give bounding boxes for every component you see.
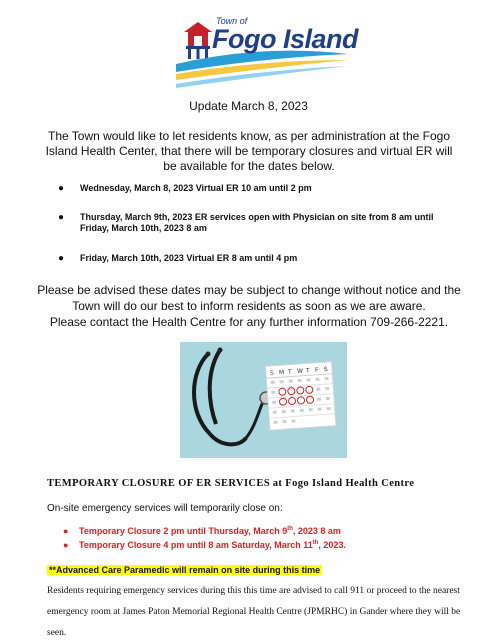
calendar-header-s2: S	[323, 365, 328, 374]
calendar-icon	[266, 362, 336, 430]
date-item: Wednesday, March 8, 2023 Virtual ER 10 am until 2 pm	[80, 183, 312, 193]
advisory-text: Please be advised these dates may be subject to change without notice and the Town will do our best to inform residents as soon as we are aware.	[37, 283, 461, 313]
notice-paragraph	[30, 282, 468, 330]
closure-item: Temporary Closure 2 pm until Thursday, March 9th, 2023 8 am	[79, 526, 341, 536]
emergency-number: 911	[350, 586, 365, 596]
calendar-header-f: F	[314, 366, 319, 374]
stethoscope-icon	[194, 348, 275, 445]
closure-heading-title: TEMPORARY CLOSURE OF ER SERVICES	[47, 478, 271, 489]
date-item: Friday, March 10th, 2023 Virtual ER 8 am until 4 pm	[80, 253, 298, 263]
contact-text: Please contact the Health Centre for any further information 709-266-2221.	[49, 315, 449, 329]
bullet-icon: ●	[58, 212, 65, 223]
bullet-icon: ●	[58, 253, 65, 264]
emergency-instructions: Residents requiring emergency services during this this time are advised to call 911 or proceed to the nearest emergency room at James Paton Memorial Regional Health Centre (JPMRHC) in Gander where they will be seen.	[47, 586, 461, 638]
bullet-icon: ●	[63, 526, 69, 536]
intro-paragraph: The Town would like to let residents know, as per administration at the Fogo Island Health Center, that there will be temporary closures and virtual ER will be available for the dates below.	[45, 129, 453, 173]
update-date: Update March 8, 2023	[189, 99, 308, 113]
calendar-header-s: S	[269, 369, 275, 378]
calendar-header-w: W	[296, 367, 304, 376]
date-item: Thursday, March 9th, 2023 ER services open with Physician on site from 8 am until Friday, March 10th, 2023 8 am	[80, 212, 434, 233]
calendar-header-m: M	[278, 369, 285, 377]
stethoscope-calendar-photo	[180, 342, 347, 458]
closure-heading	[47, 478, 414, 489]
logo-town-name: Fogo Island	[212, 24, 358, 54]
logo-town-label: Town of	[216, 16, 248, 26]
bullet-icon: ●	[58, 183, 65, 194]
closure-item: Temporary Closure 4 pm until 8 am Saturday, March 11th, 2023.	[79, 540, 346, 550]
calendar-header-t: T	[287, 368, 292, 376]
onsite-intro: On-site emergency services will temporarily close on:	[47, 503, 283, 514]
paramedic-notice: **Advanced Care Paramedic will remain on site during this time	[49, 565, 321, 575]
closure-heading-location: at Fogo Island Health Centre	[272, 478, 415, 489]
bullet-icon: ●	[63, 540, 69, 550]
lighthouse-icon	[184, 22, 212, 59]
calendar-header-t2: T	[305, 367, 310, 375]
